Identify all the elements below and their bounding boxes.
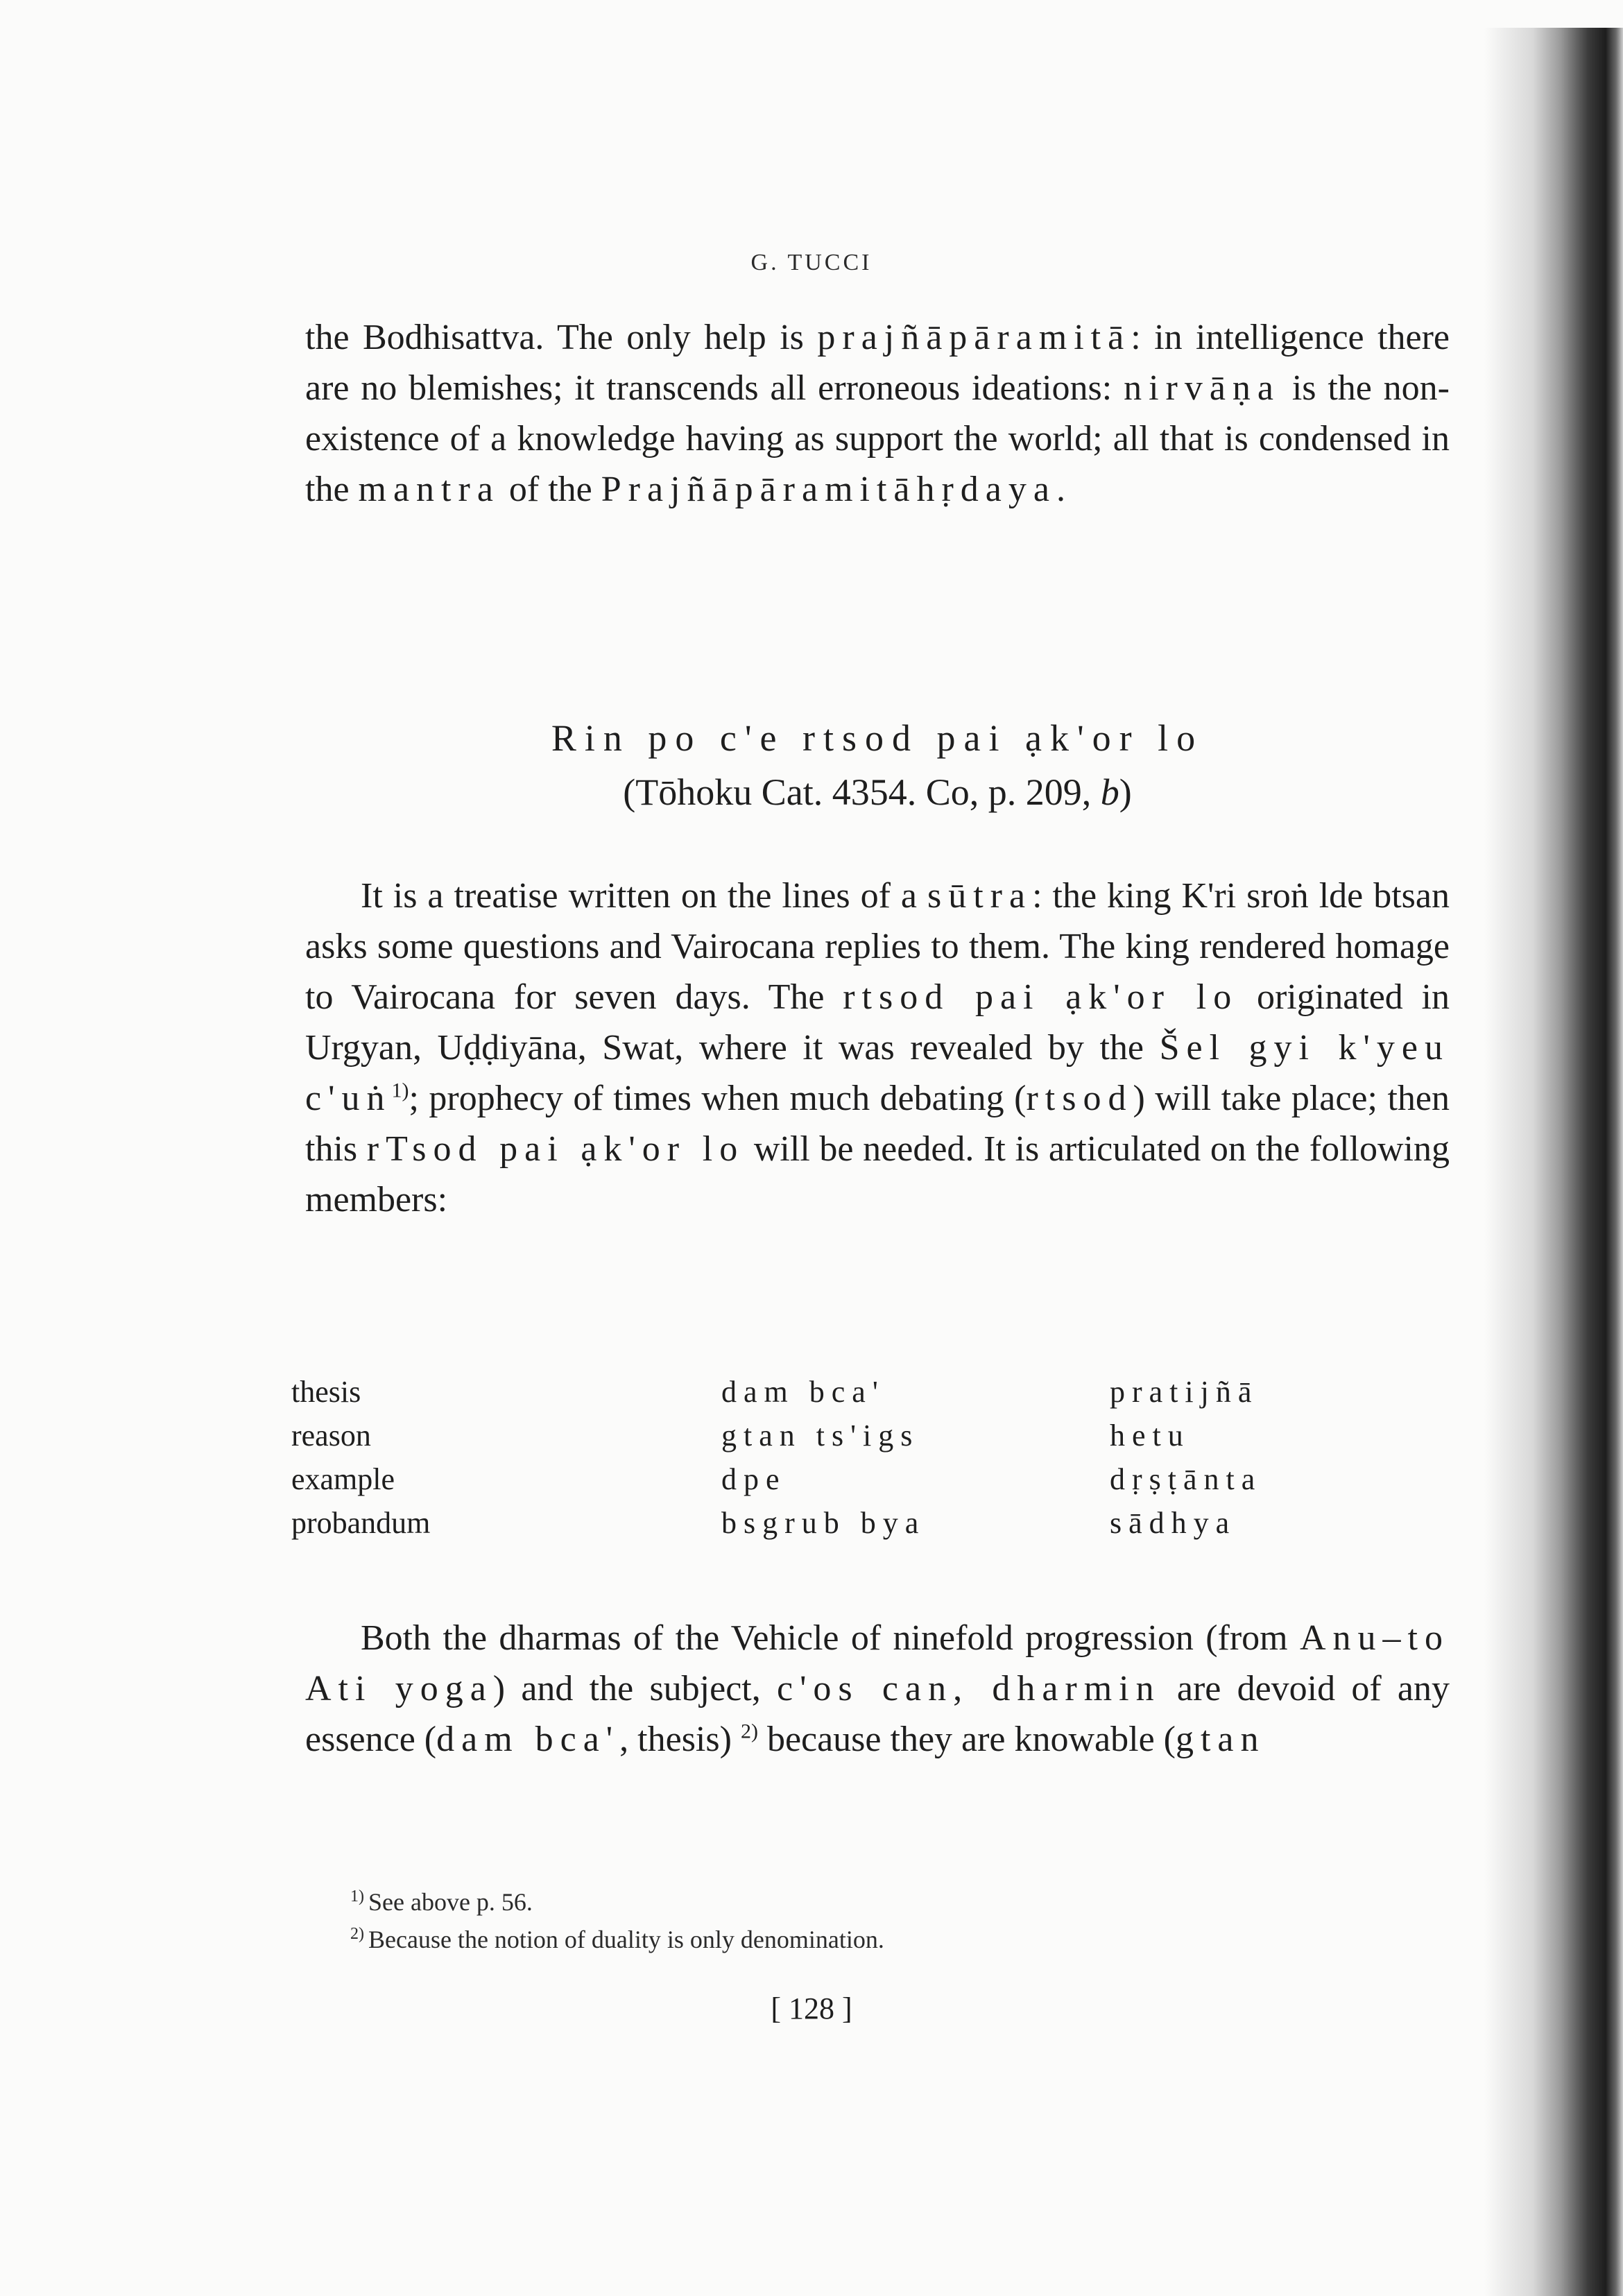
running-head: G. TUCCI (750, 250, 873, 275)
member-tibetan: gtan ts'igs (721, 1419, 920, 1453)
table-row (291, 1370, 1470, 1414)
member-sanskrit: pratijñā (1110, 1375, 1259, 1409)
member-tibetan: dam bca' (721, 1375, 885, 1409)
footnotes (350, 1883, 1391, 1958)
table-row (291, 1414, 1470, 1457)
member-english: thesis (291, 1375, 361, 1409)
page-number: [ 128 ] (771, 1991, 852, 2025)
term-sutra: sūtra (927, 876, 1033, 916)
footnote-1: $^{1)}$ See above p. 56. (350, 1887, 533, 1916)
term-rtsod-1: rtsod pai ạk'or lo (843, 977, 1239, 1017)
term-cos-can: c'os can, dharmin (776, 1669, 1161, 1708)
term-prajna-hrdaya: Prajñāpāramitāhṛdaya (601, 470, 1056, 509)
term-prajnaparamita: prajñāpāramitā (817, 318, 1131, 357)
member-tibetan: bsgrub bya (721, 1506, 926, 1540)
section-title: Rin po c'e rtsod pai ạk'or lo (551, 717, 1204, 759)
term-mantra: mantra (358, 470, 500, 509)
term-gtan: gtan (1175, 1720, 1266, 1759)
footnote-ref-2[interactable]: 2) (740, 1720, 758, 1743)
term-rtsod-2: rtsod (1026, 1079, 1133, 1118)
table-row (291, 1457, 1470, 1501)
table-row (291, 1501, 1470, 1545)
body-paragraph: It is a treatise written on the lines of a sūtra: the king K'ri sroṅ lde btsan asks some questions and Vairocana replies to them. The king rendered homage to Vairocana for seven days. The rtsod pai ạk'or lo originated in Urgyan, Uḍḍiyāna, Swat, where it was revealed by the Šel gyi k'yeu c'uṅ$^{1)}$; prophecy of times when much debating (rtsod) will take place; then this rTsod pai ạk'or lo will be needed. It is articulated on the following members: (305, 876, 1450, 1219)
members-table (291, 1370, 1470, 1545)
member-sanskrit: dṛṣṭānta (1110, 1462, 1262, 1496)
member-english: probandum (291, 1506, 431, 1540)
member-english: example (291, 1462, 395, 1496)
member-sanskrit: hetu (1110, 1419, 1190, 1453)
term-nirvana: nirvāṇa (1124, 368, 1280, 408)
second-paragraph: Both the dharmas of the Vehicle of ninefold progression (from Anu–to Ati yoga) and the subject, c'os can, dharmin are devoid of any essence (dam bca', thesis) $^{2)}$ because they are knowable (gtan (305, 1618, 1450, 1759)
term-dam-bca: dam bca' (436, 1720, 620, 1759)
member-sanskrit: sādhya (1110, 1506, 1237, 1540)
footnote-ref-1[interactable]: 1) (391, 1079, 409, 1102)
term-rtsod-3: rTsod pai ạk'or lo (366, 1129, 745, 1169)
member-english: reason (291, 1419, 371, 1453)
term-sel: Šel gyi k'yeu c'uṅ (305, 1028, 1450, 1118)
footnote-2: $^{2)}$ Because the notion of duality is only denomination. (350, 1925, 884, 1953)
binding-edge (1484, 28, 1623, 2296)
section-heading (305, 711, 1450, 819)
member-tibetan: dpe (721, 1462, 787, 1496)
section-citation: (Tōhoku Cat. 4354. Co, p. 209, b) (623, 771, 1132, 813)
term-anu-ati-yoga: Anu–to Ati yoga (305, 1618, 1450, 1708)
intro-paragraph: the Bodhisattva. The only help is prajñāpāramitā: in intelligence there are no blemishes; it transcends all erroneous ideations: nirvāṇa is the non-existence of a knowledge having as support the world; all that is condensed in the mantra of the Prajñāpāramitāhṛdaya. (305, 318, 1450, 509)
